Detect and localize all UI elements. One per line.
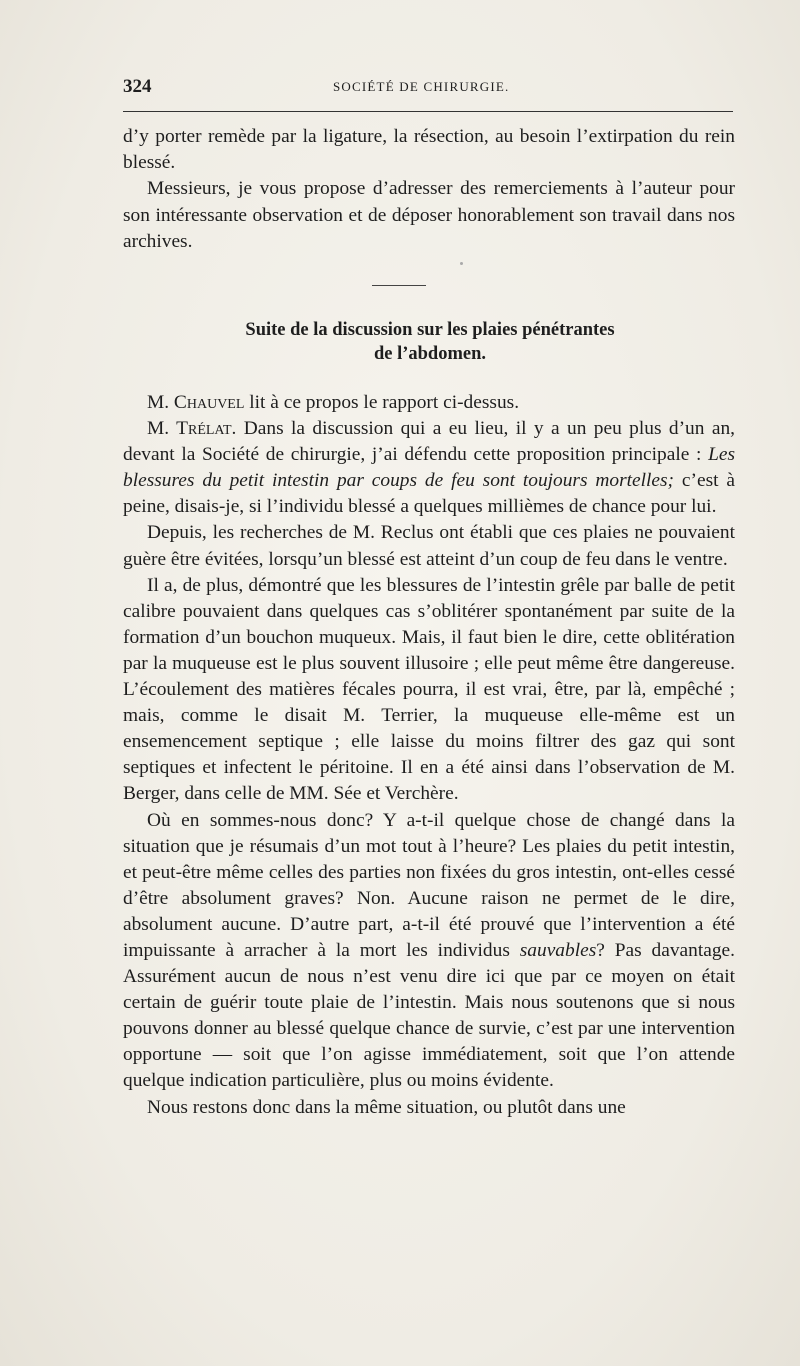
intro-paragraph-1: d’y porter remède par la ligature, la résection, au besoin l’extirpation du rein blessé. (123, 126, 735, 174)
paragraph-depuis: Depuis, les recherches de M. Reclus ont établi que ces plaies ne pouvaient guère être évitées, lorsqu’un blessé est atteint d’un coup de feu dans le ventre. (123, 522, 735, 570)
main-text (123, 390, 735, 1121)
ou-text-a: Où en sommes-nous donc? Y a-t-il quelque chose de changé dans la situation que je résumais d’un mot tout à l’heure? Les plaies du petit intestin, et peut-être même celles des parties non fixées du gros intestin, ont-elles cessé d’être absolument graves? Non. Aucune raison ne permet de le dire, absolument aucune. D’autre part, a-t-il été prouvé que l’intervention a été impuissante à arracher à la mort les individus (123, 809, 735, 961)
ou-text-b: ? Pas davantage. Assurément aucun de nous n’est venu dire ici que par ce moyen on était certain de guérir toute plaie de l’intestin. Mais nous soutenons que si nous pouvons donner au blessé quelque chance de survie, c’est par une intervention opportune — soit que l’on agisse immédiatement, soit que l’on attende quelque indication particulière, plus ou moins évidente. (123, 939, 736, 1092)
paragraph-il-a: Il a, de plus, démontré que les blessures de l’intestin grêle par balle de petit calibre pouvaient dans quelques cas s’oblitérer spontanément par suite de la formation d’un bouchon muqueux. Mais, il faut bien le dire, cette oblitération par la muqueuse est le plus souvent illusoire ; elle peut même être dangereuse. L’écoulement des matières fécales pourra, il est vrai, être, par là, empêché ; mais, comme le disait M. Terrier, la muqueuse elle-même est un ensemencement septique ; elle laisse du moins filtrer des gaz qui sont septiques et infectent le péritoine. Il en a été ainsi dans l’observation de M. Berger, dans celle de MM. Sée et Verchère. (123, 574, 735, 805)
running-title: SOCIÉTÉ DE CHIRURGIE. (333, 79, 510, 94)
paragraph-trelat (123, 416, 735, 520)
paragraph-last: Nous restons donc dans la même situation, ou plutôt dans une (147, 1096, 626, 1118)
header-rule (123, 111, 733, 112)
trelat-proposition: Les blessures du petit intestin par coups de feu sont toujours mortelles; (123, 444, 735, 492)
paragraph-chauvel (123, 390, 735, 416)
section-separator (372, 285, 426, 286)
print-speck (460, 262, 463, 265)
paragraph-chauvel-text: lit à ce propos le rapport ci-dessus. (244, 392, 520, 413)
speaker-trelat: M. Trélat. (147, 418, 237, 440)
section-title-line-2: de l’abdomen. (373, 344, 487, 364)
intro-paragraph-2: Messieurs, je vous propose d’adresser des remerciements à l’auteur pour son intéressante observation et de déposer honorablement son travail dans nos archives. (123, 178, 735, 252)
trelat-text-a: Dans la discussion qui a eu lieu, il y a un peu plus d’un an, devant la Société de chirurgie, j’ai défendu cette proposition principale : (123, 418, 735, 466)
paragraph-ou-en-sommes (123, 808, 735, 1095)
intro-text (123, 124, 735, 255)
page-header (123, 76, 733, 100)
speaker-chauvel: M. Chauvel (147, 392, 245, 413)
section-title-line-1: Suite de la discussion sur les plaies pénétrantes (245, 320, 615, 340)
trelat-text-b: c’est à peine, disais-je, si l’individu blessé a quelques millièmes de chance pour lui. (123, 470, 736, 518)
ou-italic: sauvables (519, 939, 597, 961)
page-number: 324 (123, 76, 152, 97)
section-title (150, 318, 710, 366)
